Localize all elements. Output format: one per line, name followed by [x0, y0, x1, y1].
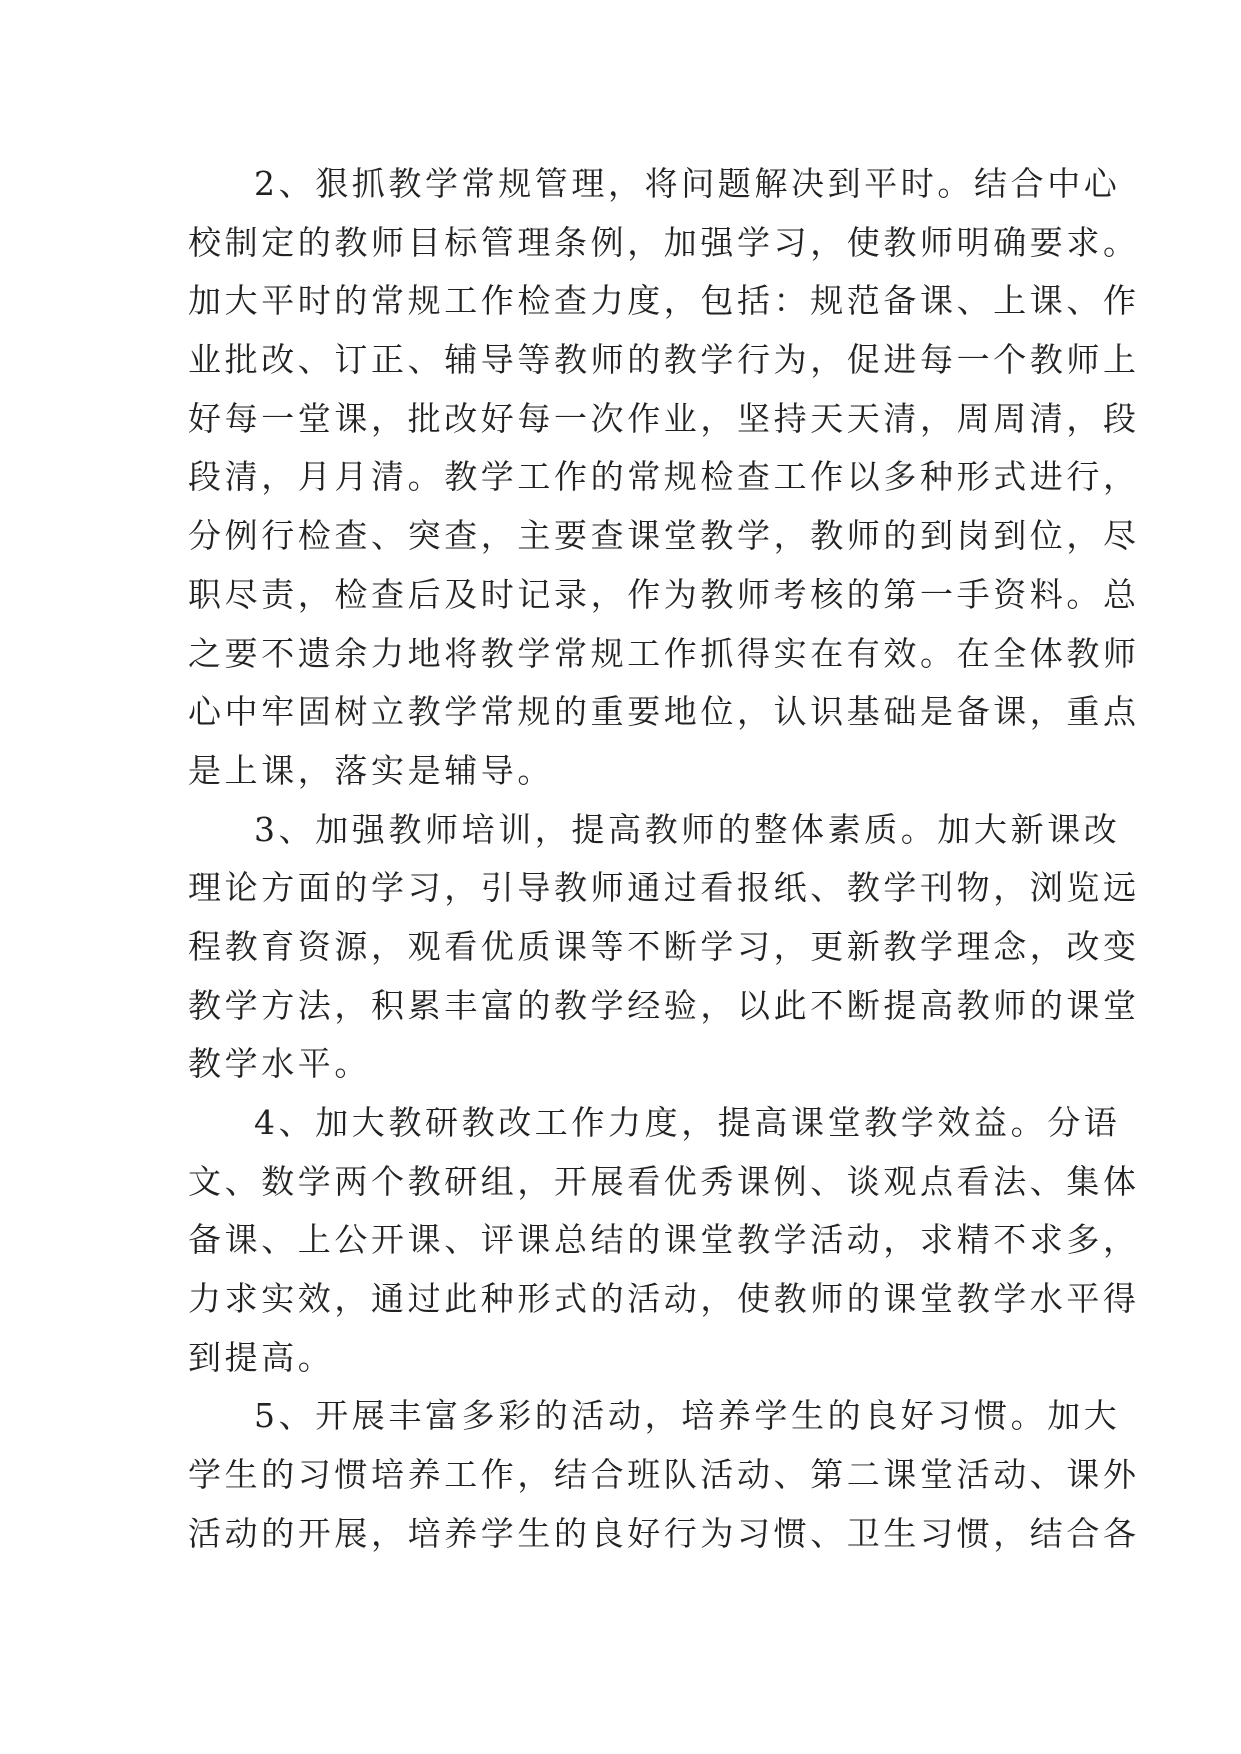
document-body	[188, 155, 1140, 1564]
text-line: 4、加大教研教改工作力度，提高课堂教学效益。分语	[254, 1103, 1121, 1142]
text-line: 校制定的教师目标管理条例，加强学习，使教师明确要求。	[188, 222, 1140, 262]
text-line: 教学水平。	[188, 1044, 371, 1084]
text-line: 分例行检查、突查，主要查课堂教学，教师的到岗到位，尽	[188, 516, 1140, 556]
text-line: 段清，月月清。教学工作的常规检查工作以多种形式进行，	[188, 457, 1140, 497]
text-line: 心中牢固树立教学常规的重要地位，认识基础是备课，重点	[188, 692, 1140, 732]
paragraph-2	[188, 155, 1140, 801]
text-line: 备课、上公开课、评课总结的课堂教学活动，求精不求多，	[188, 1220, 1140, 1260]
text-line: 力求实效，通过此种形式的活动，使教师的课堂教学水平得	[188, 1279, 1140, 1319]
text-line: 之要不遗余力地将教学常规工作抓得实在有效。在全体教师	[188, 633, 1140, 673]
text-line: 程教育资源，观看优质课等不断学习，更新教学理念，改变	[188, 926, 1140, 966]
text-line: 好每一堂课，批改好每一次作业，坚持天天清，周周清，段	[188, 398, 1140, 438]
text-line: 学生的习惯培养工作，结合班队活动、第二课堂活动、课外	[188, 1455, 1140, 1495]
paragraph-5	[188, 1387, 1140, 1563]
text-line: 加大平时的常规工作检查力度，包括：规范备课、上课、作	[188, 281, 1140, 321]
paragraph-3	[188, 801, 1140, 1094]
paragraph-4	[188, 1094, 1140, 1387]
text-line: 活动的开展，培养学生的良好行为习惯、卫生习惯，结合各	[188, 1513, 1140, 1553]
text-line: 是上课，落实是辅导。	[188, 750, 554, 790]
text-line: 2、狠抓教学常规管理，将问题解决到平时。结合中心	[254, 164, 1121, 203]
text-line: 5、开展丰富多彩的活动，培养学生的良好习惯。加大	[254, 1396, 1121, 1436]
text-line: 文、数学两个教研组，开展看优秀课例、谈观点看法、集体	[188, 1161, 1140, 1201]
text-line: 3、加强教师培训，提高教师的整体素质。加大新课改	[254, 809, 1121, 849]
text-line: 到提高。	[188, 1337, 335, 1377]
text-line: 理论方面的学习，引导教师通过看报纸、教学刊物，浏览远	[188, 868, 1140, 908]
text-line: 教学方法，积累丰富的教学经验，以此不断提高教师的课堂	[188, 985, 1140, 1025]
text-line: 业批改、订正、辅导等教师的教学行为，促进每一个教师上	[188, 340, 1140, 380]
text-line: 职尽责，检查后及时记录，作为教师考核的第一手资料。总	[188, 574, 1140, 614]
